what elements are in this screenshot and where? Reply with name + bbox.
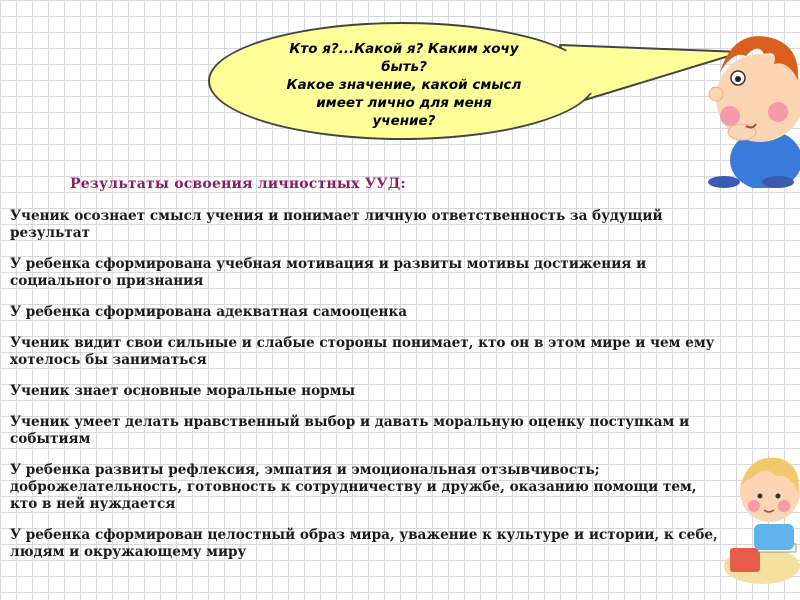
item-line: Ученик знает основные моральные нормы	[10, 383, 356, 399]
results-list	[10, 208, 800, 575]
item-line: хотелось бы заниматься	[10, 352, 207, 368]
thinking-boy-icon	[694, 20, 800, 188]
item-line: социального признания	[10, 273, 204, 289]
list-item	[10, 208, 800, 242]
item-line: событиям	[10, 431, 91, 447]
section-title: Результаты освоения личностных УУД:	[70, 176, 406, 192]
list-item	[10, 383, 800, 400]
item-line: У ребенка сформирована учебная мотивация и развиты мотивы достижения и	[10, 256, 647, 272]
item-line: людям и окружающему миру	[10, 544, 247, 560]
bubble-line: имеет лично для меня	[316, 95, 492, 111]
item-line: кто в ней нуждается	[10, 496, 176, 512]
bubble-line: Кто я?...Какой я? Каким хочу	[289, 41, 519, 57]
item-line: У ребенка развиты рефлексия, эмпатия и эмоциональная отзывчивость;	[10, 462, 600, 478]
item-line: доброжелательность, готовность к сотрудничеству и дружбе, оказанию помощи тем,	[10, 479, 697, 495]
item-line: У ребенка сформирована адекватная самооценка	[10, 304, 408, 320]
list-item	[10, 304, 800, 321]
item-line: Ученик видит свои сильные и слабые стороны понимает, кто он в этом мире и чем ему	[10, 335, 715, 351]
list-item	[10, 256, 800, 290]
item-line: результат	[10, 225, 90, 241]
list-item	[10, 462, 800, 513]
reading-child-icon	[718, 448, 800, 586]
list-item	[10, 335, 800, 369]
bubble-line: Какое значение, какой смысл	[286, 77, 522, 93]
bubble-line: учение?	[372, 113, 436, 129]
item-line: Ученик осознает смысл учения и понимает личную ответственность за будущий	[10, 208, 663, 224]
list-item	[10, 414, 800, 448]
bubble-line: быть?	[381, 59, 427, 75]
item-line: Ученик умеет делать нравственный выбор и давать моральную оценку поступкам и	[10, 414, 690, 430]
speech-bubble-text	[248, 40, 560, 130]
list-item	[10, 527, 800, 561]
item-line: У ребенка сформирован целостный образ мира, уважение к культуре и истории, к себе,	[10, 527, 718, 543]
